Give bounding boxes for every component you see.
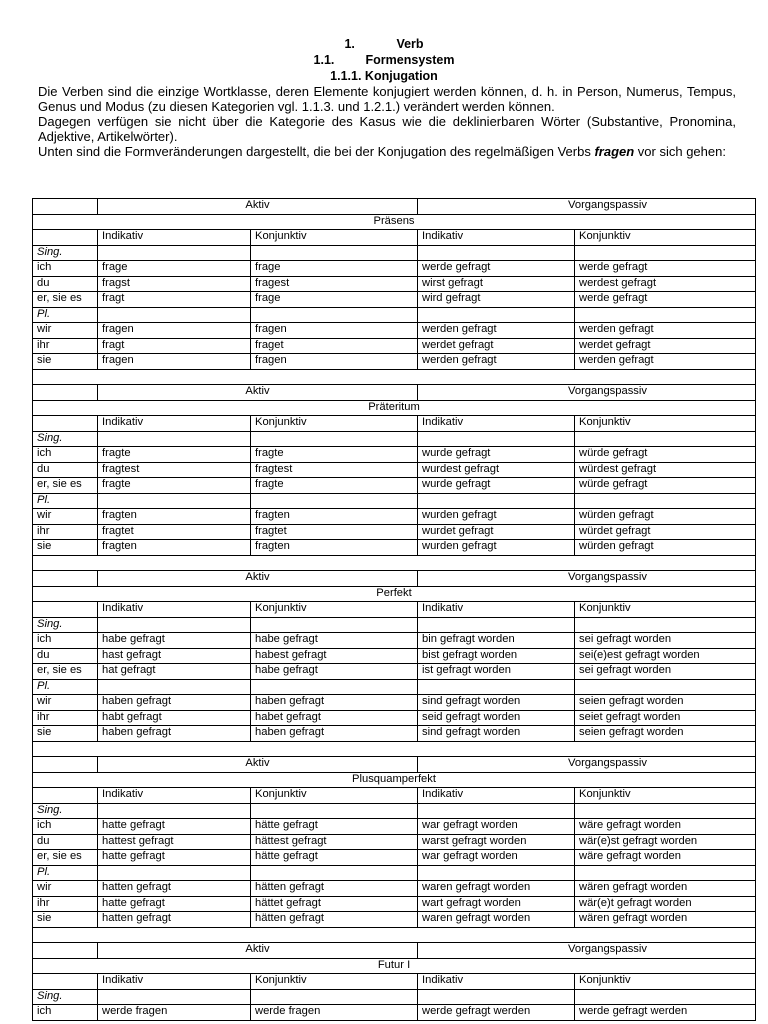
form-cell: würden gefragt bbox=[575, 509, 756, 525]
form-cell: werde gefragt werden bbox=[575, 1005, 756, 1021]
tense-header-row bbox=[33, 214, 756, 230]
form-cell: seien gefragt worden bbox=[575, 695, 756, 711]
form-cell: wurdet gefragt bbox=[418, 524, 575, 540]
empty-cell bbox=[251, 803, 418, 819]
heading-2-text: Formensystem bbox=[365, 53, 455, 67]
tense-name: Präteritum bbox=[33, 400, 756, 416]
empty-cell bbox=[251, 989, 418, 1005]
konjunktiv-header: Konjunktiv bbox=[575, 230, 756, 246]
form-cell: fragt bbox=[98, 292, 251, 308]
empty-cell bbox=[98, 245, 251, 261]
form-cell: fragtet bbox=[98, 524, 251, 540]
form-cell: fragten bbox=[98, 509, 251, 525]
konjunktiv-header: Konjunktiv bbox=[575, 416, 756, 432]
number-row-pl bbox=[33, 493, 756, 509]
form-cell: hättest gefragt bbox=[251, 834, 418, 850]
form-cell: fragte bbox=[98, 478, 251, 494]
form-cell: wurden gefragt bbox=[418, 509, 575, 525]
form-cell: hatte gefragt bbox=[98, 819, 251, 835]
sing-label: Sing. bbox=[33, 245, 98, 261]
sing-label: Sing. bbox=[33, 617, 98, 633]
table-row bbox=[33, 261, 756, 277]
form-cell: hatten gefragt bbox=[98, 912, 251, 928]
empty-cell bbox=[98, 865, 251, 881]
form-cell: wär(e)t gefragt worden bbox=[575, 896, 756, 912]
spacer-row bbox=[33, 555, 756, 571]
form-cell: warst gefragt worden bbox=[418, 834, 575, 850]
pronoun-cell: sie bbox=[33, 354, 98, 370]
form-cell: hatte gefragt bbox=[98, 896, 251, 912]
empty-cell bbox=[418, 245, 575, 261]
form-cell: bin gefragt worden bbox=[418, 633, 575, 649]
form-cell: hatten gefragt bbox=[98, 881, 251, 897]
form-cell: würden gefragt bbox=[575, 540, 756, 556]
pronoun-cell: ich bbox=[33, 1005, 98, 1021]
empty-cell bbox=[98, 493, 251, 509]
pl-label: Pl. bbox=[33, 493, 98, 509]
heading-3 bbox=[0, 68, 768, 84]
vorgangspassiv-header: Vorgangspassiv bbox=[418, 199, 756, 215]
mood-header-row bbox=[33, 788, 756, 804]
form-cell: hätten gefragt bbox=[251, 881, 418, 897]
table-row bbox=[33, 354, 756, 370]
voice-header-row bbox=[33, 571, 756, 587]
indikativ-header: Indikativ bbox=[418, 416, 575, 432]
table-row bbox=[33, 710, 756, 726]
table-row bbox=[33, 819, 756, 835]
empty-cell bbox=[98, 431, 251, 447]
table-row bbox=[33, 276, 756, 292]
pronoun-cell: er, sie es bbox=[33, 850, 98, 866]
empty-cell bbox=[575, 493, 756, 509]
empty-cell bbox=[251, 865, 418, 881]
form-cell: hattest gefragt bbox=[98, 834, 251, 850]
pl-label: Pl. bbox=[33, 307, 98, 323]
heading-1-number: 1. bbox=[344, 37, 355, 51]
empty-cell bbox=[251, 679, 418, 695]
table-row bbox=[33, 447, 756, 463]
empty-cell bbox=[575, 431, 756, 447]
number-row-pl bbox=[33, 865, 756, 881]
spacer-cell bbox=[33, 927, 756, 943]
indikativ-header: Indikativ bbox=[98, 416, 251, 432]
pronoun-cell: sie bbox=[33, 726, 98, 742]
indikativ-header: Indikativ bbox=[418, 602, 575, 618]
pronoun-cell: er, sie es bbox=[33, 664, 98, 680]
empty-cell bbox=[418, 679, 575, 695]
form-cell: fragten bbox=[98, 540, 251, 556]
form-cell: werde gefragt werden bbox=[418, 1005, 575, 1021]
table-row bbox=[33, 664, 756, 680]
form-cell: fragst bbox=[98, 276, 251, 292]
sing-label: Sing. bbox=[33, 803, 98, 819]
konjunktiv-header: Konjunktiv bbox=[575, 602, 756, 618]
form-cell: werde gefragt bbox=[575, 261, 756, 277]
form-cell: haben gefragt bbox=[98, 726, 251, 742]
form-cell: sind gefragt worden bbox=[418, 695, 575, 711]
form-cell: seien gefragt worden bbox=[575, 726, 756, 742]
number-row-sing bbox=[33, 803, 756, 819]
pronoun-cell: er, sie es bbox=[33, 478, 98, 494]
vorgangspassiv-header: Vorgangspassiv bbox=[418, 757, 756, 773]
form-cell: fragtest bbox=[98, 462, 251, 478]
form-cell: hast gefragt bbox=[98, 648, 251, 664]
empty-cell bbox=[575, 307, 756, 323]
spacer-cell bbox=[33, 555, 756, 571]
empty-cell bbox=[418, 431, 575, 447]
form-cell: würde gefragt bbox=[575, 447, 756, 463]
intro-paragraph-1: Die Verben sind die einzige Wortklasse, deren Elemente konjugiert werden können, d. h. in Person, Numerus, Tempus, Genus und Modus (zu diesen Kategorien vgl. 1.1.3. und 1.2.1.) verändert werden können. bbox=[38, 84, 736, 114]
form-cell: haben gefragt bbox=[98, 695, 251, 711]
heading-3-number: 1.1.1. bbox=[330, 69, 362, 83]
spacer-row bbox=[33, 927, 756, 943]
empty-cell bbox=[575, 679, 756, 695]
heading-1-text: Verb bbox=[396, 37, 424, 51]
empty-cell bbox=[33, 416, 98, 432]
tense-header-row bbox=[33, 958, 756, 974]
konjunktiv-header: Konjunktiv bbox=[251, 788, 418, 804]
indikativ-header: Indikativ bbox=[98, 974, 251, 990]
number-row-sing bbox=[33, 617, 756, 633]
form-cell: habe gefragt bbox=[251, 664, 418, 680]
form-cell: wäre gefragt worden bbox=[575, 819, 756, 835]
form-cell: wart gefragt worden bbox=[418, 896, 575, 912]
voice-header-row bbox=[33, 385, 756, 401]
form-cell: fragen bbox=[98, 354, 251, 370]
tense-header-row bbox=[33, 400, 756, 416]
table-row bbox=[33, 726, 756, 742]
form-cell: fragt bbox=[98, 338, 251, 354]
form-cell: werde fragen bbox=[251, 1005, 418, 1021]
sing-label: Sing. bbox=[33, 431, 98, 447]
heading-2 bbox=[0, 52, 768, 68]
pl-label: Pl. bbox=[33, 679, 98, 695]
sing-label: Sing. bbox=[33, 989, 98, 1005]
table-row bbox=[33, 850, 756, 866]
pronoun-cell: wir bbox=[33, 509, 98, 525]
spacer-cell bbox=[33, 741, 756, 757]
form-cell: werdet gefragt bbox=[575, 338, 756, 354]
indikativ-header: Indikativ bbox=[418, 230, 575, 246]
empty-cell bbox=[33, 602, 98, 618]
form-cell: fragte bbox=[251, 447, 418, 463]
tense-header-row bbox=[33, 586, 756, 602]
form-cell: wurden gefragt bbox=[418, 540, 575, 556]
empty-cell bbox=[575, 617, 756, 633]
empty-cell bbox=[33, 571, 98, 587]
table-row bbox=[33, 1005, 756, 1021]
voice-header-row bbox=[33, 757, 756, 773]
table-row bbox=[33, 509, 756, 525]
form-cell: hat gefragt bbox=[98, 664, 251, 680]
form-cell: würdest gefragt bbox=[575, 462, 756, 478]
form-cell: fragen bbox=[251, 354, 418, 370]
mood-header-row bbox=[33, 416, 756, 432]
aktiv-header: Aktiv bbox=[98, 943, 418, 959]
konjunktiv-header: Konjunktiv bbox=[575, 974, 756, 990]
table-row bbox=[33, 912, 756, 928]
empty-cell bbox=[251, 617, 418, 633]
voice-header-row bbox=[33, 943, 756, 959]
heading-1 bbox=[0, 36, 768, 52]
empty-cell bbox=[33, 788, 98, 804]
table-row bbox=[33, 478, 756, 494]
form-cell: frage bbox=[251, 261, 418, 277]
empty-cell bbox=[418, 803, 575, 819]
pronoun-cell: sie bbox=[33, 540, 98, 556]
table-row bbox=[33, 540, 756, 556]
form-cell: würdet gefragt bbox=[575, 524, 756, 540]
form-cell: habt gefragt bbox=[98, 710, 251, 726]
table-row bbox=[33, 881, 756, 897]
empty-cell bbox=[251, 493, 418, 509]
form-cell: habe gefragt bbox=[98, 633, 251, 649]
conjugation-table bbox=[32, 198, 756, 1021]
vorgangspassiv-header: Vorgangspassiv bbox=[418, 943, 756, 959]
pronoun-cell: ich bbox=[33, 447, 98, 463]
pronoun-cell: ihr bbox=[33, 524, 98, 540]
table-row bbox=[33, 834, 756, 850]
empty-cell bbox=[98, 989, 251, 1005]
pronoun-cell: ich bbox=[33, 633, 98, 649]
tense-name: Perfekt bbox=[33, 586, 756, 602]
form-cell: waren gefragt worden bbox=[418, 912, 575, 928]
form-cell: fragen bbox=[251, 323, 418, 339]
intro-paragraph-3 bbox=[38, 144, 736, 159]
form-cell: sei gefragt worden bbox=[575, 633, 756, 649]
empty-cell bbox=[575, 245, 756, 261]
form-cell: habest gefragt bbox=[251, 648, 418, 664]
empty-cell bbox=[98, 307, 251, 323]
empty-cell bbox=[33, 385, 98, 401]
empty-cell bbox=[575, 803, 756, 819]
empty-cell bbox=[418, 989, 575, 1005]
empty-cell bbox=[98, 679, 251, 695]
heading-3-text: Konjugation bbox=[364, 69, 438, 83]
form-cell: werde fragen bbox=[98, 1005, 251, 1021]
form-cell: hätten gefragt bbox=[251, 912, 418, 928]
form-cell: fragten bbox=[251, 509, 418, 525]
form-cell: hättet gefragt bbox=[251, 896, 418, 912]
table-row bbox=[33, 292, 756, 308]
aktiv-header: Aktiv bbox=[98, 757, 418, 773]
empty-cell bbox=[33, 757, 98, 773]
form-cell: fraget bbox=[251, 338, 418, 354]
mood-header-row bbox=[33, 602, 756, 618]
number-row-sing bbox=[33, 989, 756, 1005]
form-cell: war gefragt worden bbox=[418, 819, 575, 835]
indikativ-header: Indikativ bbox=[98, 788, 251, 804]
form-cell: frage bbox=[98, 261, 251, 277]
form-cell: fragten bbox=[251, 540, 418, 556]
form-cell: sind gefragt worden bbox=[418, 726, 575, 742]
form-cell: sei(e)est gefragt worden bbox=[575, 648, 756, 664]
pronoun-cell: sie bbox=[33, 912, 98, 928]
number-row-sing bbox=[33, 431, 756, 447]
tense-name: Präsens bbox=[33, 214, 756, 230]
table-row bbox=[33, 695, 756, 711]
form-cell: werden gefragt bbox=[575, 323, 756, 339]
empty-cell bbox=[33, 199, 98, 215]
konjunktiv-header: Konjunktiv bbox=[251, 230, 418, 246]
indikativ-header: Indikativ bbox=[418, 788, 575, 804]
pronoun-cell: ihr bbox=[33, 896, 98, 912]
number-row-pl bbox=[33, 307, 756, 323]
empty-cell bbox=[98, 803, 251, 819]
form-cell: wird gefragt bbox=[418, 292, 575, 308]
empty-cell bbox=[575, 865, 756, 881]
number-row-pl bbox=[33, 679, 756, 695]
spacer-cell bbox=[33, 369, 756, 385]
konjunktiv-header: Konjunktiv bbox=[575, 788, 756, 804]
mood-header-row bbox=[33, 974, 756, 990]
spacer-row bbox=[33, 741, 756, 757]
form-cell: habet gefragt bbox=[251, 710, 418, 726]
intro-p3-before: Unten sind die Formveränderungen dargestellt, die bei der Konjugation des regelmäßigen Verbs bbox=[38, 144, 595, 159]
pronoun-cell: ihr bbox=[33, 710, 98, 726]
indikativ-header: Indikativ bbox=[98, 230, 251, 246]
form-cell: hätte gefragt bbox=[251, 819, 418, 835]
table-row bbox=[33, 896, 756, 912]
empty-cell bbox=[33, 974, 98, 990]
intro-text bbox=[38, 84, 736, 159]
form-cell: fragte bbox=[251, 478, 418, 494]
aktiv-header: Aktiv bbox=[98, 571, 418, 587]
table-row bbox=[33, 462, 756, 478]
form-cell: werdet gefragt bbox=[418, 338, 575, 354]
empty-cell bbox=[418, 617, 575, 633]
tense-name: Plusquamperfekt bbox=[33, 772, 756, 788]
form-cell: wär(e)st gefragt worden bbox=[575, 834, 756, 850]
form-cell: werden gefragt bbox=[575, 354, 756, 370]
indikativ-header: Indikativ bbox=[418, 974, 575, 990]
heading-2-number: 1.1. bbox=[313, 53, 335, 67]
form-cell: seiet gefragt worden bbox=[575, 710, 756, 726]
form-cell: würde gefragt bbox=[575, 478, 756, 494]
pronoun-cell: du bbox=[33, 834, 98, 850]
empty-cell bbox=[418, 865, 575, 881]
vorgangspassiv-header: Vorgangspassiv bbox=[418, 385, 756, 401]
form-cell: fragest bbox=[251, 276, 418, 292]
form-cell: war gefragt worden bbox=[418, 850, 575, 866]
pronoun-cell: ihr bbox=[33, 338, 98, 354]
empty-cell bbox=[251, 431, 418, 447]
form-cell: wären gefragt worden bbox=[575, 881, 756, 897]
tense-name: Futur I bbox=[33, 958, 756, 974]
form-cell: wären gefragt worden bbox=[575, 912, 756, 928]
table-row bbox=[33, 524, 756, 540]
pronoun-cell: er, sie es bbox=[33, 292, 98, 308]
form-cell: wurde gefragt bbox=[418, 478, 575, 494]
empty-cell bbox=[33, 943, 98, 959]
form-cell: fragen bbox=[98, 323, 251, 339]
verb-fragen: fragen bbox=[594, 144, 635, 159]
form-cell: hätte gefragt bbox=[251, 850, 418, 866]
form-cell: wirst gefragt bbox=[418, 276, 575, 292]
pronoun-cell: ich bbox=[33, 261, 98, 277]
table-row bbox=[33, 323, 756, 339]
empty-cell bbox=[575, 989, 756, 1005]
intro-p3-after: vor sich gehen: bbox=[634, 144, 726, 159]
form-cell: hatte gefragt bbox=[98, 850, 251, 866]
empty-cell bbox=[33, 230, 98, 246]
pl-label: Pl. bbox=[33, 865, 98, 881]
table-row bbox=[33, 338, 756, 354]
konjunktiv-header: Konjunktiv bbox=[251, 416, 418, 432]
tense-header-row bbox=[33, 772, 756, 788]
pronoun-cell: wir bbox=[33, 695, 98, 711]
form-cell: fragtest bbox=[251, 462, 418, 478]
form-cell: habe gefragt bbox=[251, 633, 418, 649]
vorgangspassiv-header: Vorgangspassiv bbox=[418, 571, 756, 587]
konjunktiv-header: Konjunktiv bbox=[251, 974, 418, 990]
pronoun-cell: du bbox=[33, 276, 98, 292]
form-cell: werde gefragt bbox=[575, 292, 756, 308]
pronoun-cell: wir bbox=[33, 881, 98, 897]
form-cell: werden gefragt bbox=[418, 323, 575, 339]
indikativ-header: Indikativ bbox=[98, 602, 251, 618]
empty-cell bbox=[98, 617, 251, 633]
empty-cell bbox=[251, 307, 418, 323]
pronoun-cell: du bbox=[33, 462, 98, 478]
form-cell: seid gefragt worden bbox=[418, 710, 575, 726]
form-cell: wurdest gefragt bbox=[418, 462, 575, 478]
form-cell: frage bbox=[251, 292, 418, 308]
empty-cell bbox=[418, 493, 575, 509]
form-cell: haben gefragt bbox=[251, 726, 418, 742]
empty-cell bbox=[418, 307, 575, 323]
form-cell: fragte bbox=[98, 447, 251, 463]
number-row-sing bbox=[33, 245, 756, 261]
form-cell: werden gefragt bbox=[418, 354, 575, 370]
form-cell: haben gefragt bbox=[251, 695, 418, 711]
form-cell: sei gefragt worden bbox=[575, 664, 756, 680]
form-cell: ist gefragt worden bbox=[418, 664, 575, 680]
spacer-row bbox=[33, 369, 756, 385]
intro-paragraph-2: Dagegen verfügen sie nicht über die Kategorie des Kasus wie die deklinierbaren Wörter (Substantive, Pronomina, Adjektive, Artikelwörter). bbox=[38, 114, 736, 144]
form-cell: werdest gefragt bbox=[575, 276, 756, 292]
pronoun-cell: du bbox=[33, 648, 98, 664]
table-row bbox=[33, 633, 756, 649]
form-cell: wäre gefragt worden bbox=[575, 850, 756, 866]
pronoun-cell: wir bbox=[33, 323, 98, 339]
pronoun-cell: ich bbox=[33, 819, 98, 835]
voice-header-row bbox=[33, 199, 756, 215]
empty-cell bbox=[251, 245, 418, 261]
form-cell: werde gefragt bbox=[418, 261, 575, 277]
form-cell: bist gefragt worden bbox=[418, 648, 575, 664]
aktiv-header: Aktiv bbox=[98, 199, 418, 215]
aktiv-header: Aktiv bbox=[98, 385, 418, 401]
form-cell: fragtet bbox=[251, 524, 418, 540]
form-cell: waren gefragt worden bbox=[418, 881, 575, 897]
table-row bbox=[33, 648, 756, 664]
mood-header-row bbox=[33, 230, 756, 246]
konjunktiv-header: Konjunktiv bbox=[251, 602, 418, 618]
form-cell: wurde gefragt bbox=[418, 447, 575, 463]
